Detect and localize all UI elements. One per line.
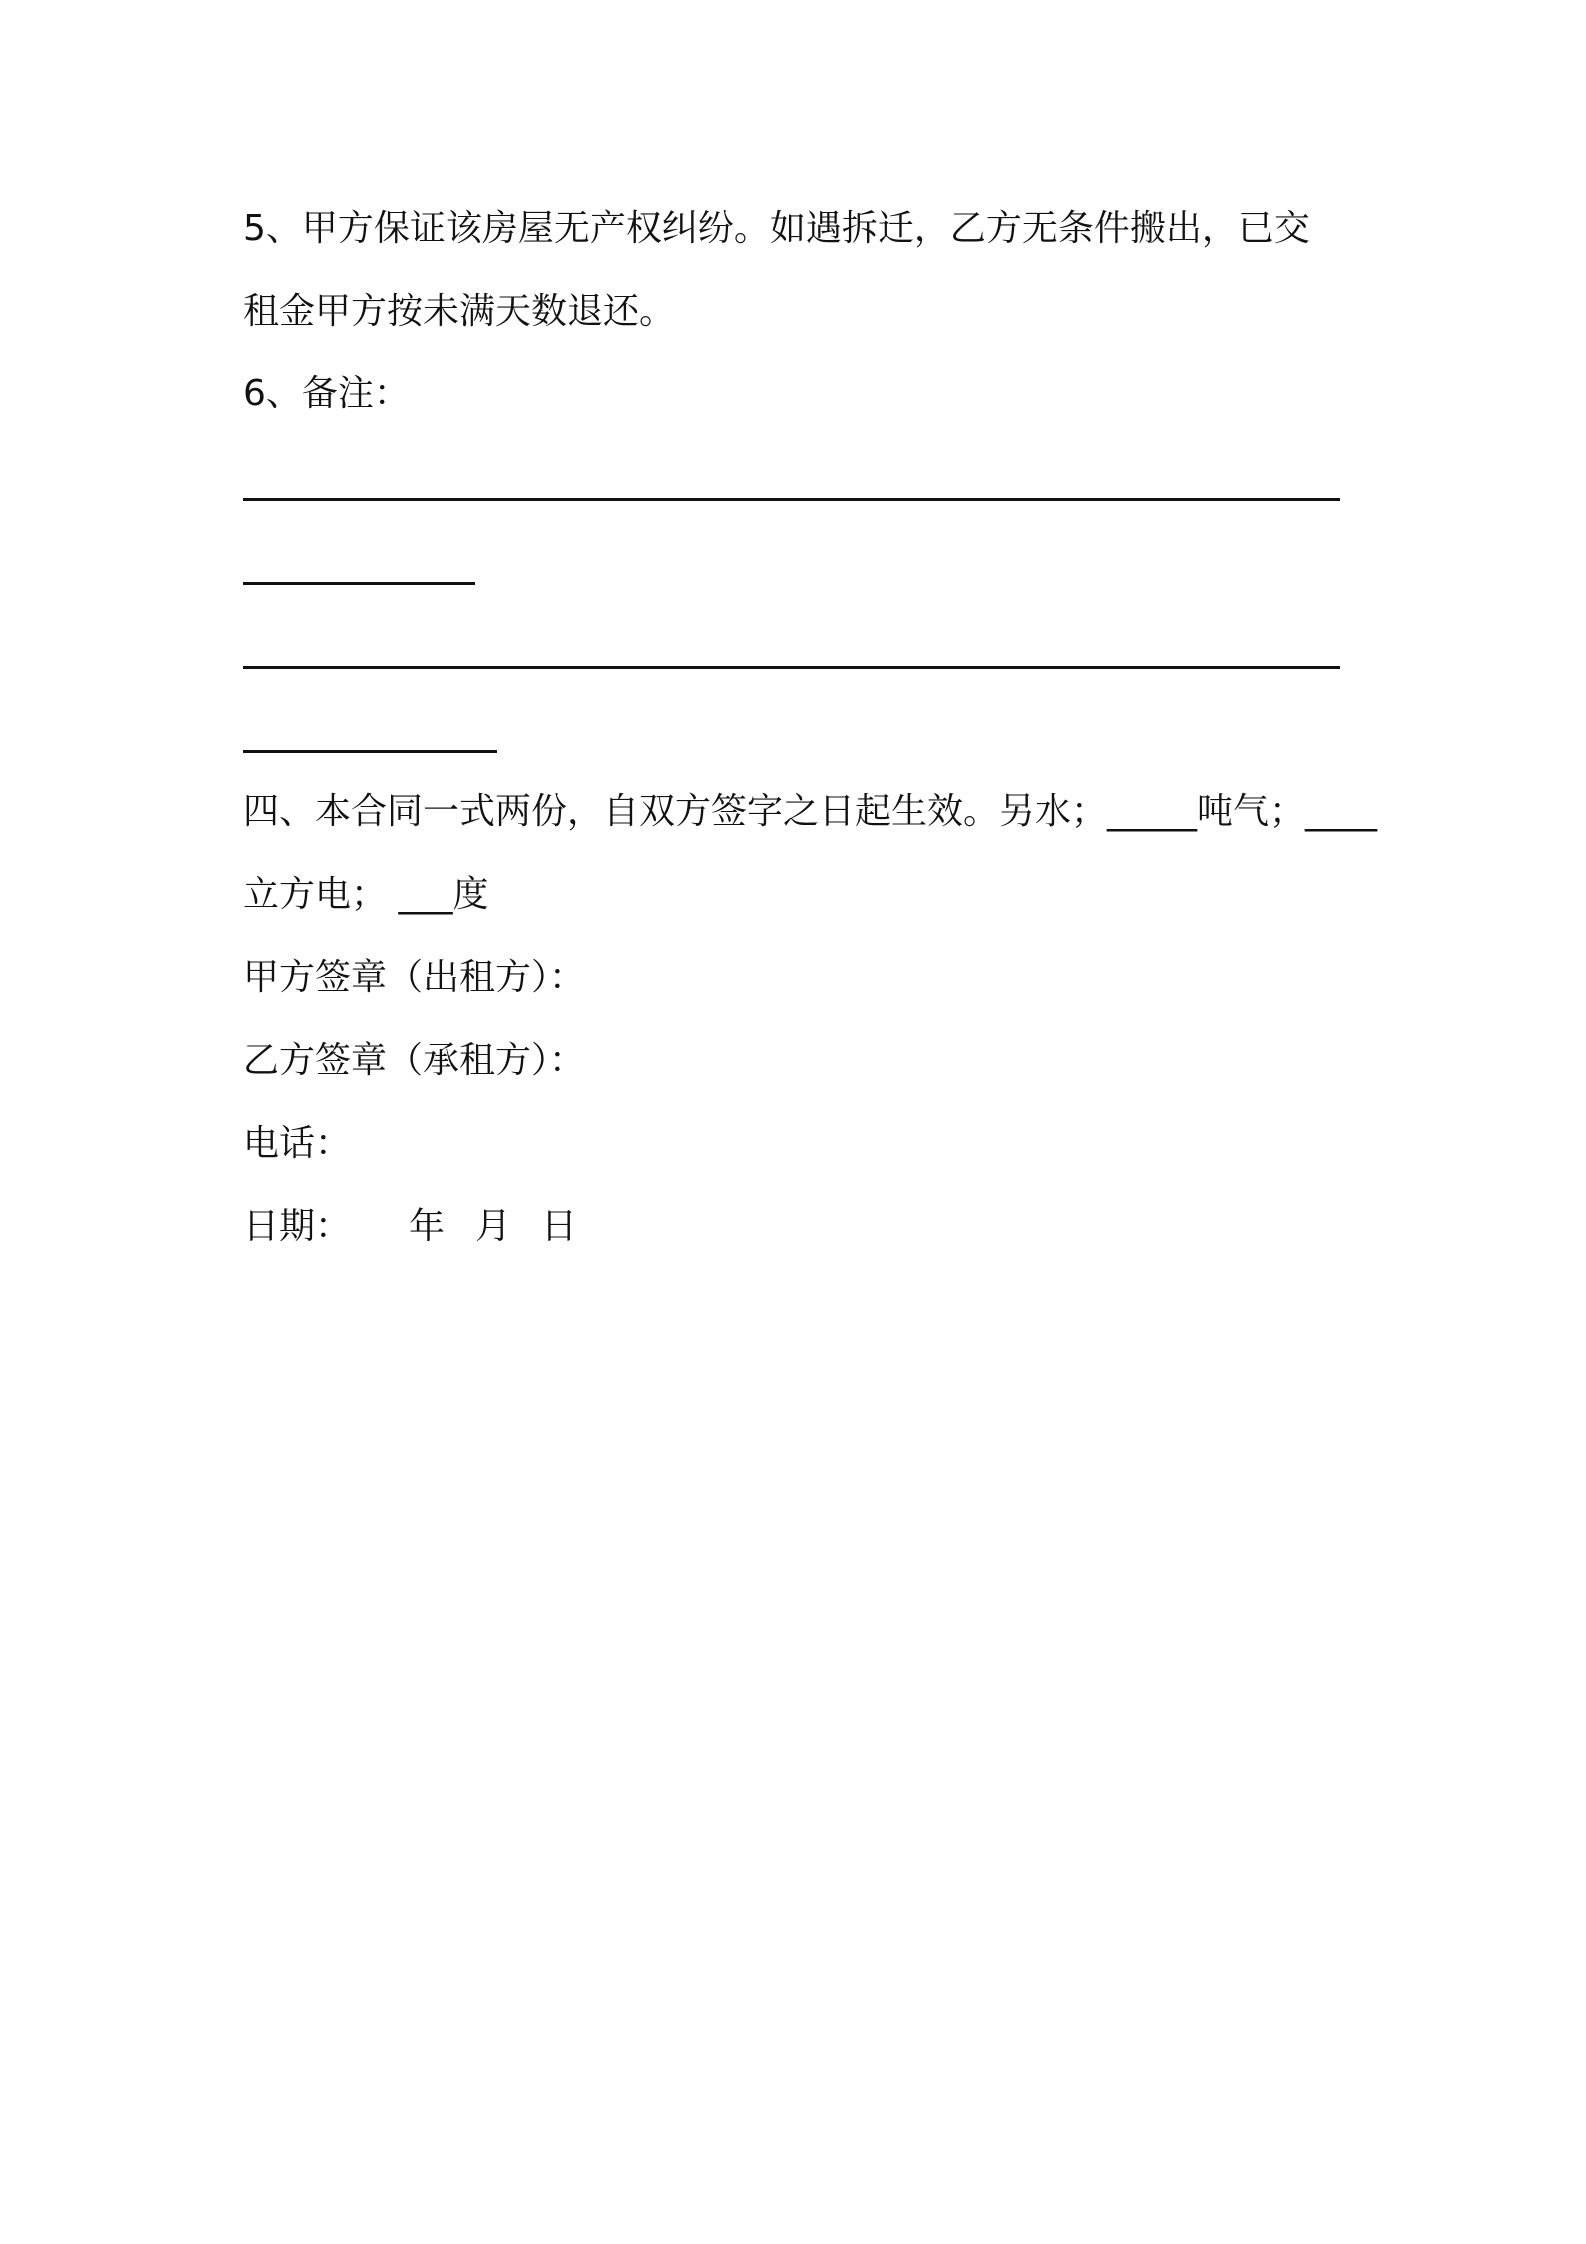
party-a-signature-label: 甲方签章（出租方）： (243, 957, 586, 998)
phone-label: 电话： (243, 1123, 352, 1164)
date-day-label: 日 (541, 1206, 578, 1247)
clause-four-line-1: 四、本合同一式两份，自双方签字之日起生效。另水；_____吨气；____ (243, 791, 1378, 832)
clause-6-remarks-label: 6、备注： (243, 373, 410, 414)
remarks-blank-line-2 (243, 666, 1340, 669)
date-label: 日期： (243, 1206, 352, 1247)
date-month-label: 月 (475, 1206, 512, 1247)
date-row (243, 1205, 577, 1249)
party-b-signature-label: 乙方签章（承租方）： (243, 1040, 586, 1081)
remarks-blank-line-2-cont (243, 750, 497, 753)
clause-5-line-1: 5、甲方保证该房屋无产权纠纷。如遇拆迁，乙方无条件搬出，已交 (243, 208, 1310, 249)
remarks-blank-line-1-cont (243, 582, 475, 585)
clause-four-line-2: 立方电； ___度 (243, 874, 489, 915)
remarks-blank-line-1 (243, 498, 1340, 501)
clause-5-line-2: 租金甲方按未满天数退还。 (243, 291, 676, 332)
date-year-label: 年 (409, 1206, 446, 1247)
